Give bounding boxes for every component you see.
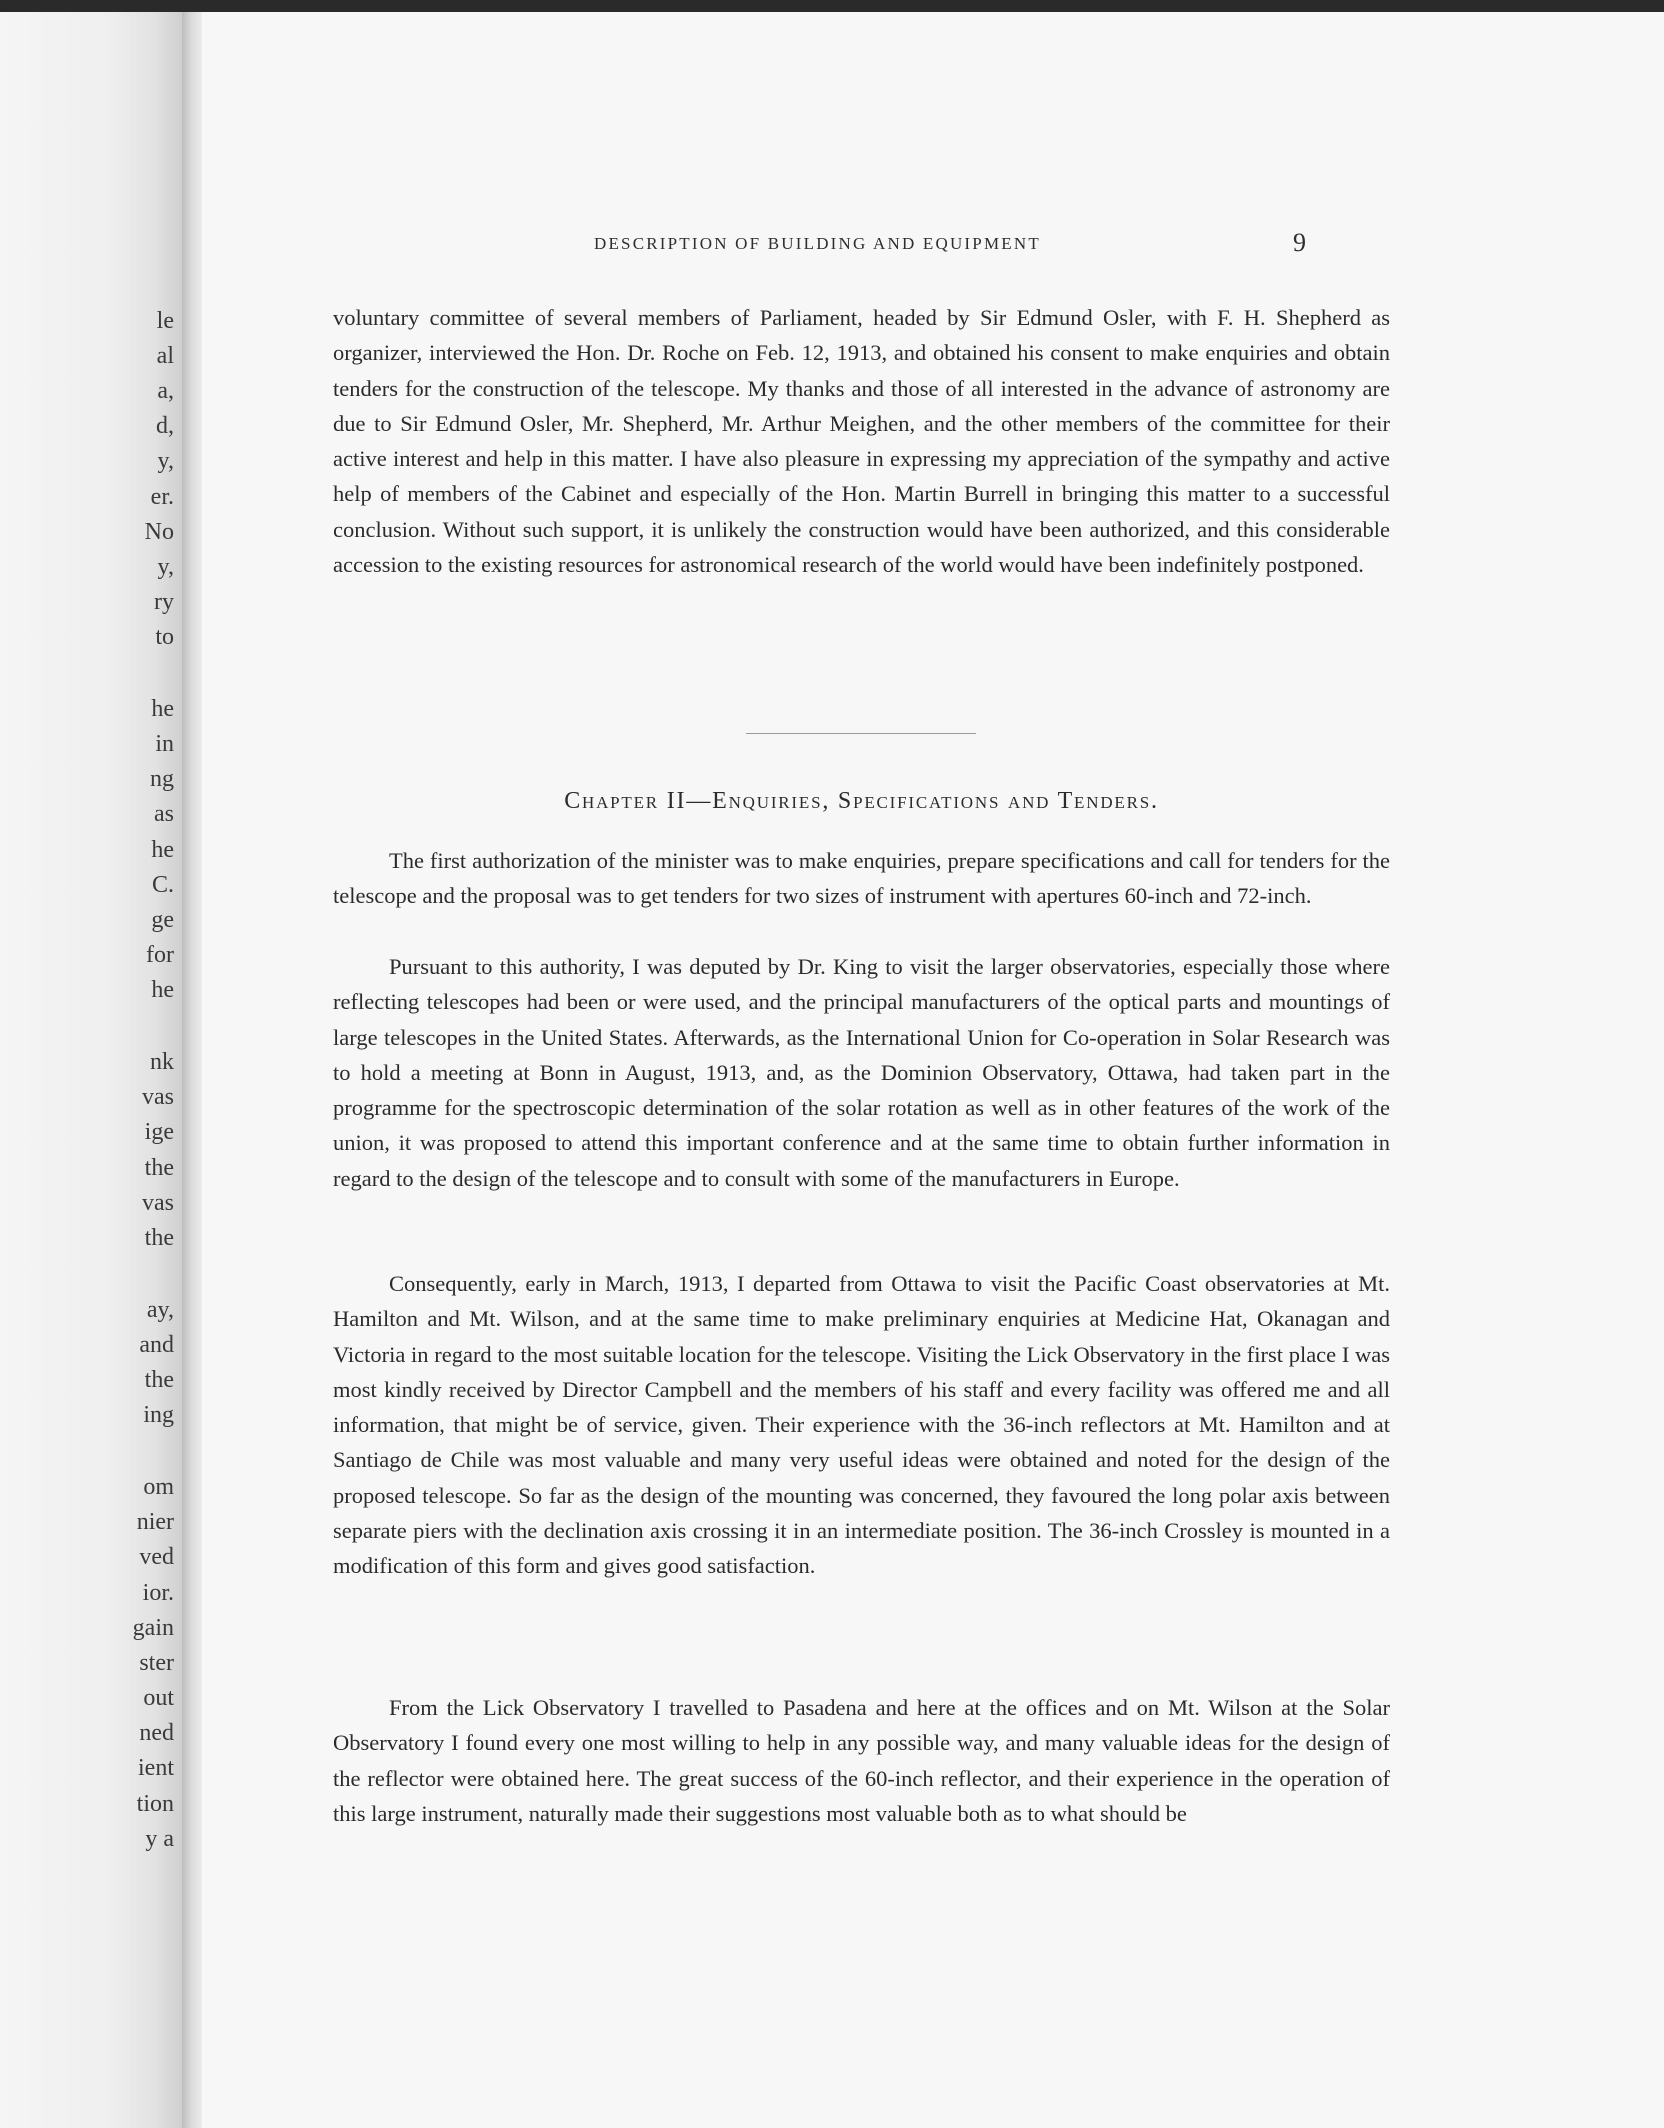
left-page-fragment: gain xyxy=(132,1615,174,1641)
left-page-fragment: d, xyxy=(156,413,174,439)
scan-top-edge xyxy=(0,0,1664,12)
left-page-fragment: nier xyxy=(136,1509,174,1535)
paragraph-committee: voluntary committee of several members of Parliament, headed by Sir Edmund Osler, with F. H. Shepherd as organizer, interviewed the Hon. Dr. Roche on Feb. 12, 1913, and obtained his consent to make enquiries and obtain tenders for the construction of the telescope. My thanks and those of all interested in the advance of astronomy are due to Sir Edmund Osler, Mr. Shepherd, Mr. Arthur Meighen, and the other members of the committee for their active interest and help in this matter. I have also pleasure in expressing my appreciation of the sympathy and active help of members of the Cabinet and especially of the Hon. Martin Burrell in bringing this matter to a successful conclusion. Without such support, it is unlikely the construction would have been authorized, and this considerable accession to the existing resources for astronomical research of the world would have been indefinitely postponed. xyxy=(333,305,1390,578)
left-page-fragment: ior. xyxy=(142,1580,174,1606)
left-page-fragment: y, xyxy=(157,448,174,474)
left-page-fragment: he xyxy=(151,977,174,1003)
left-page-fragment: ing xyxy=(143,1402,174,1428)
left-page-fragment: for xyxy=(146,942,174,968)
left-page-fragment: C. xyxy=(151,872,174,898)
left-page-fragment: om xyxy=(143,1474,174,1500)
left-page-fragment: the xyxy=(144,1225,174,1251)
left-page-fragment: y a xyxy=(145,1826,174,1852)
left-page-fragment: the xyxy=(144,1155,174,1181)
chapter-heading: Chapter II—Enquiries, Specifications and Tenders. xyxy=(564,788,1159,814)
left-page-fragment: ster xyxy=(139,1650,174,1676)
left-page-edge xyxy=(0,12,182,2128)
left-page-fragment: ay, xyxy=(146,1297,174,1323)
running-head xyxy=(394,226,1306,266)
left-page-fragment: ry xyxy=(154,589,174,615)
section-divider xyxy=(746,733,976,734)
left-page-fragment: le xyxy=(156,308,174,334)
paragraph-lick-observatory: From the Lick Observatory I travelled to Pasadena and here at the offices and on Mt. Wilson at the Solar Observatory I found every one most willing to help in any possible way, and many valuable ideas for the design of the reflector were obtained here. The great success of the 60-inch reflector, and their experience in the operation of this large instrument, naturally made their suggestions most valuable both as to what should be xyxy=(333,1695,1390,1826)
book-gutter xyxy=(182,12,202,2128)
left-page-fragment: ved xyxy=(139,1544,174,1570)
left-page-fragment: vas xyxy=(142,1190,174,1216)
page-number: 9 xyxy=(1293,228,1306,257)
left-page-fragment: he xyxy=(151,837,174,863)
left-page-fragment: ige xyxy=(144,1119,174,1145)
left-page-fragment: and xyxy=(139,1332,174,1358)
left-page-fragment: y, xyxy=(157,554,174,580)
paragraph-authorization: The first authorization of the minister was to make enquiries, prepare specifications and call for tenders for the telescope and the proposal was to get tenders for two sizes of instrument with apertures 60-inch and 72-inch. xyxy=(333,848,1390,909)
left-page-fragment: as xyxy=(154,801,174,827)
left-page-fragment: in xyxy=(155,731,174,757)
left-page-fragment: ge xyxy=(151,907,174,933)
left-page-fragment: ned xyxy=(139,1720,174,1746)
left-page-fragment: tion xyxy=(136,1791,174,1817)
left-page-fragment: vas xyxy=(142,1084,174,1110)
left-page-fragment: ient xyxy=(138,1755,174,1781)
paragraph-pursuant: Pursuant to this authority, I was deputed by Dr. King to visit the larger observatories, especially those where reflecting telescopes had been or were used, and the principal manufacturers of the optical parts and mountings of large telescopes in the United States. Afterwards, as the International Union for Co-operation in Solar Research was to hold a meeting at Bonn in August, 1913, and, as the Dominion Observatory, Ottawa, had taken part in the programme for the spectroscopic determination of the solar rotation as well as in other features of the work of the union, it was proposed to attend this important conference and at the same time to obtain further information in regard to the design of the telescope and to consult with some of the manufacturers in Europe. xyxy=(333,954,1390,1191)
left-page-fragment: he xyxy=(151,696,174,722)
left-page-fragment: the xyxy=(144,1367,174,1393)
left-page-fragment: nk xyxy=(150,1049,174,1075)
left-page-fragment: a, xyxy=(157,378,174,404)
running-head-title: DESCRIPTION OF BUILDING AND EQUIPMENT xyxy=(594,234,1041,253)
paragraph-consequently: Consequently, early in March, 1913, I departed from Ottawa to visit the Pacific Coast observatories at Mt. Hamilton and Mt. Wilson, and at the same time to make preliminary enquiries at Medicine Hat, Okanagan and Victoria in regard to the most suitable location for the telescope. Visiting the Lick Observatory in the first place I was most kindly received by Director Campbell and the members of his staff and every facility was offered me and all information, that might be of service, given. Their experience with the 36-inch reflectors at Mt. Hamilton and at Santiago de Chile was most valuable and many very useful ideas were obtained and noted for the design of the proposed telescope. So far as the design of the mounting was concerned, they favoured the long polar axis between separate piers with the declination axis crossing it in an intermediate position. The 36-inch Crossley is mounted in a modification of this form and gives good satisfaction. xyxy=(333,1271,1390,1579)
left-page-fragment: ng xyxy=(150,766,174,792)
left-page-fragment: al xyxy=(156,343,174,369)
left-page-fragment: out xyxy=(143,1685,174,1711)
left-page-fragment: No xyxy=(144,519,174,545)
left-page-fragment: to xyxy=(155,624,174,650)
left-page-fragment: er. xyxy=(150,484,174,510)
